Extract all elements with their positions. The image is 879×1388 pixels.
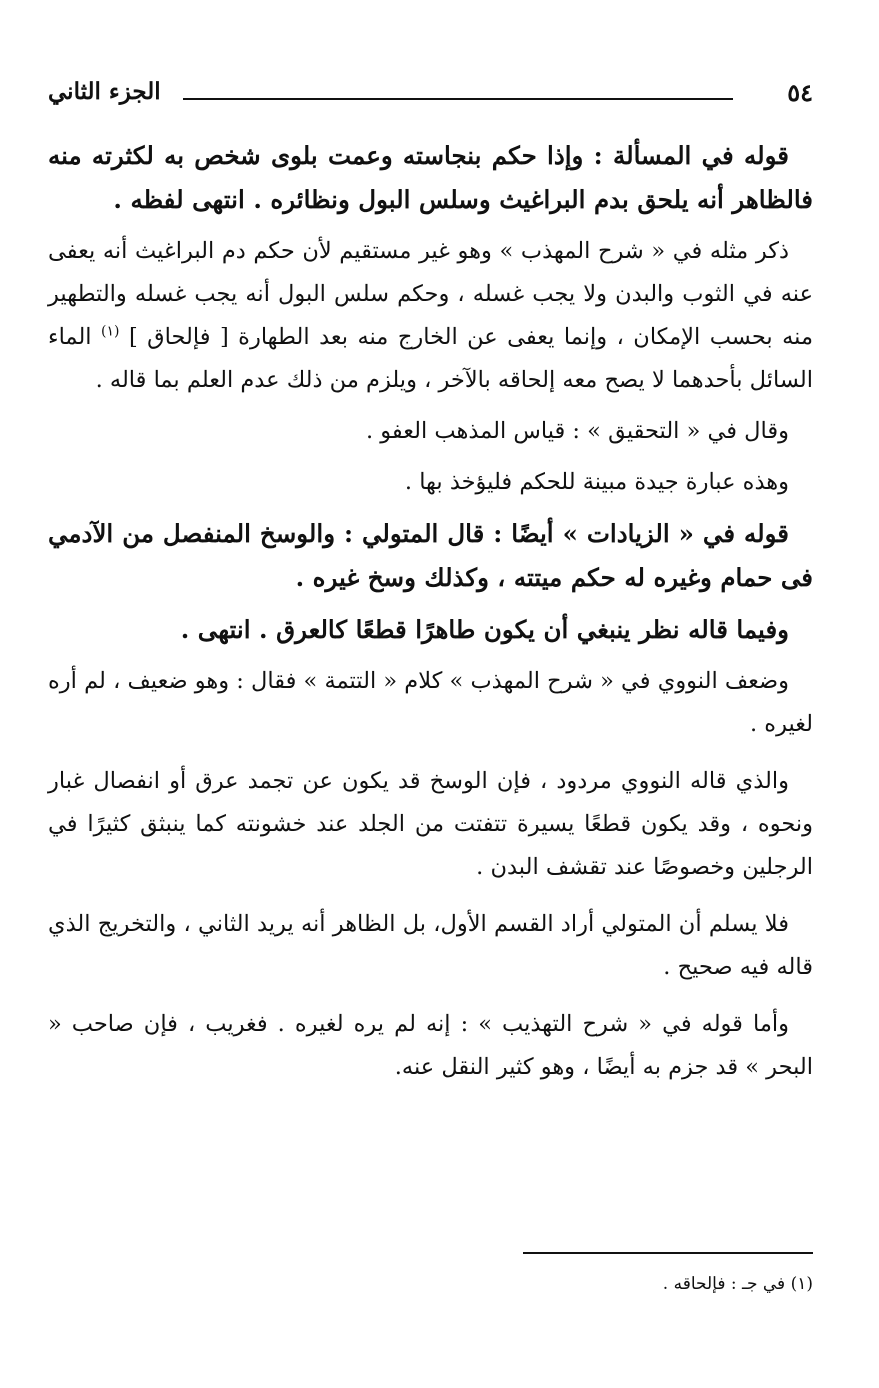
page-number: ٥٤	[787, 78, 813, 107]
footnote-separator	[523, 1252, 813, 1254]
commentary-paragraph: وضعف النووي في « شرح المهذب » كلام « التتمة » فقال : وهو ضعيف ، لم أره لغيره .	[48, 668, 813, 737]
commentary-paragraph: والذي قاله النووي مردود ، فإن الوسخ قد يكون عن تجمد عرق أو انفصال غبار ونحوه ، وقد يكون قطعًا يسيرة تتفتت من الجلد عند خشونته كما ينبثق كثيرًا في الرجلين وخصوصًا عند تقشف البدن .	[48, 768, 813, 880]
commentary-paragraph: وهذه عبارة جيدة مبينة للحكم فليؤخذ بها .	[404, 469, 789, 495]
page-header	[48, 78, 813, 118]
footnote: (١) في جـ : فإلحاقه .	[662, 1274, 813, 1294]
bold-quote-paragraph: قوله في « الزيادات » أيضًا : قال المتولي : والوسخ المنفصل من الآدمي فى حمام وغيره له حكم ميتته ، وكذلك وسخ غيره .	[48, 519, 813, 592]
paragraph-text: ذكر مثله في « شرح المهذب » وهو غير مستقيم لأن حكم دم البراغيث أنه يعفى عنه في الثوب والبدن ولا يجب غسله ، وحكم سلس البول أنه يجب غسله والتطهير منه بحسب الإمكان ، وإنما يعفى عن الخارج منه بعد الطهارة [ فإلحاق ]	[48, 238, 814, 350]
paragraph-text: الماء السائل بأحدهما لا يصح معه إلحاقه بالآخر ، ويلزم من ذلك عدم العلم بما قاله .	[48, 324, 813, 393]
commentary-paragraph: وقال في « التحقيق » : قياس المذهب العفو .	[365, 418, 789, 444]
footnote-reference: (١)	[101, 323, 120, 340]
header-rule	[183, 98, 733, 100]
commentary-paragraph	[48, 230, 813, 402]
bold-quote-paragraph: وفيما قاله نظر ينبغي أن يكون طاهرًا قطعًا كالعرق . انتهى .	[180, 615, 789, 644]
book-page	[48, 0, 813, 1388]
running-title: الجزء الثاني	[48, 78, 161, 105]
commentary-paragraph: فلا يسلم أن المتولي أراد القسم الأول، بل الظاهر أنه يريد الثاني ، والتخريج الذي قاله فيه صحيح .	[48, 911, 813, 980]
bold-quote-paragraph: قوله في المسألة : وإذا حكم بنجاسته وعمت بلوى شخص به لكثرته منه فالظاهر أنه يلحق بدم البراغيث وسلس البول ونظائره . انتهى لفظه .	[48, 141, 813, 214]
main-text	[48, 134, 813, 1097]
commentary-paragraph: وأما قوله في « شرح التهذيب » : إنه لم يره لغيره . فغريب ، فإن صاحب « البحر » قد جزم به أيضًا ، وهو كثير النقل عنه.	[48, 1011, 813, 1080]
